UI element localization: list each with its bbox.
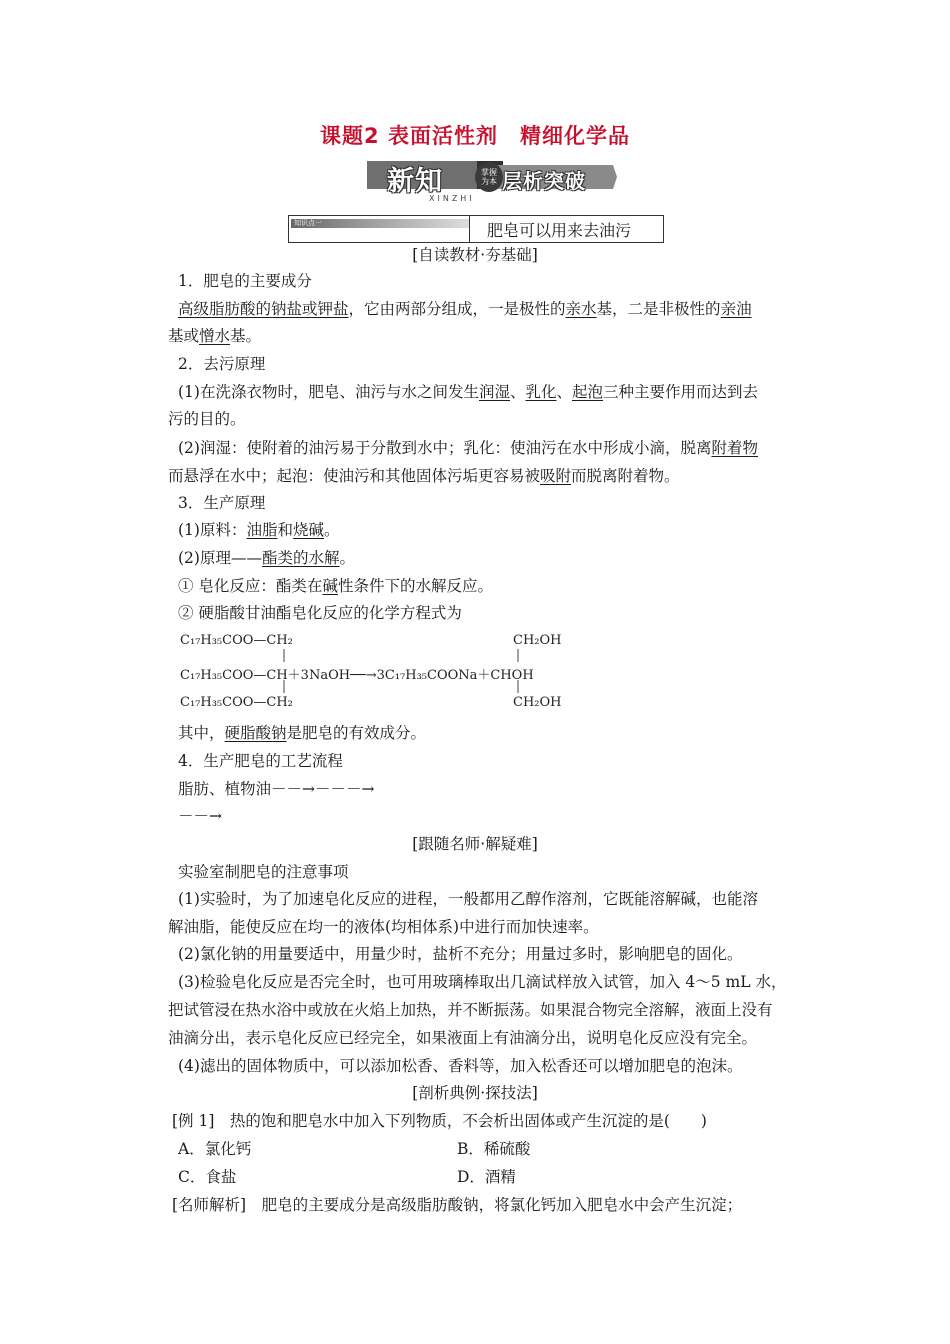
text: 基或 xyxy=(168,327,200,345)
text: ① 皂化反应：酯类在 xyxy=(178,577,323,595)
heading-3: 3．生产原理 xyxy=(178,494,266,512)
paragraph: (2)氯化钠的用量要适中，用量少时，盐析不充分；用量过多时，影响肥皂的固化。 xyxy=(178,945,743,963)
paragraph: 油滴分出，表示皂化反应已经完全，如果液面上有油滴分出，说明皂化反应没有完全。 xyxy=(168,1029,758,1047)
section-heading: [自读教材·夯基础] xyxy=(412,246,538,264)
text: 其中， xyxy=(178,724,225,742)
text: 而脱离附着物。 xyxy=(571,467,680,485)
answer-blank: 起泡 xyxy=(572,383,604,401)
paragraph xyxy=(178,438,758,458)
banner-main: 新知 xyxy=(387,166,443,197)
answer-blank: 油脂 xyxy=(246,521,278,539)
text: 是肥皂的有效成分。 xyxy=(286,724,427,742)
knowledge-title: 肥皂可以用来去油污 xyxy=(487,221,632,240)
heading-2: 2．去污原理 xyxy=(178,355,266,373)
paragraph: (1)实验时，为了加速皂化反应的进程，一般都用乙醇作溶剂，它既能溶解碱，也能溶 xyxy=(178,890,758,908)
section-banner xyxy=(365,155,617,203)
answer-blank: 亲水 xyxy=(565,300,597,318)
equation-line: CH₂OH xyxy=(513,695,562,710)
text: 性条件下的水解反应。 xyxy=(337,577,493,595)
divider xyxy=(469,216,470,242)
knowledge-point-box xyxy=(288,215,664,243)
paragraph: 实验室制肥皂的注意事项 xyxy=(178,863,349,881)
paragraph xyxy=(168,326,261,346)
text: (2)原理—— xyxy=(178,549,262,567)
text: 、 xyxy=(509,383,526,401)
answer-blank: 酯类的水解 xyxy=(261,549,340,567)
option-a: A．氯化钙 xyxy=(178,1140,252,1158)
text: (1)在洗涤衣物时，肥皂、油污与水之间发生 xyxy=(178,383,479,401)
text: 。 xyxy=(339,549,355,567)
banner-sub: 层析突破 xyxy=(502,169,586,193)
heading-1: 1．肥皂的主要成分 xyxy=(178,272,312,290)
paragraph xyxy=(178,723,426,743)
answer-blank: 碱 xyxy=(322,577,338,595)
text: 、 xyxy=(556,383,573,401)
text: 而悬浮在水中；起泡：使油污和其他固体污垢更容易被 xyxy=(168,467,541,485)
paragraph xyxy=(178,520,340,540)
heading-4: 4．生产肥皂的工艺流程 xyxy=(178,752,343,770)
option-b: B．稀硫酸 xyxy=(457,1140,531,1158)
paragraph: 解油脂，能使反应在均一的液体(均相体系)中进行而加快速率。 xyxy=(168,918,599,936)
answer-blank: 润湿 xyxy=(478,383,510,401)
section-heading: [跟随名师·解疑难] xyxy=(412,835,538,853)
text: 基，二是非极性的 xyxy=(596,300,721,318)
text: (2)润湿：使附着的油污易于分散到水中；乳化：使油污在水中形成小滴，脱离 xyxy=(178,439,712,457)
paragraph: (4)滤出的固体物质中，可以添加松香、香料等，加入松香还可以增加肥皂的泡沫。 xyxy=(178,1057,743,1075)
process-flow: －－→ xyxy=(178,807,222,825)
paragraph xyxy=(178,576,493,596)
paragraph xyxy=(178,299,752,319)
process-flow: 脂肪、植物油－－→－－－→ xyxy=(178,780,375,798)
page-title xyxy=(0,120,950,150)
equation-line: C₁₇H₃₅COO—CH₂ xyxy=(180,633,293,648)
paragraph xyxy=(178,382,758,402)
equation-line: CH₂OH xyxy=(513,633,562,648)
paragraph xyxy=(168,466,680,486)
section-heading: [剖析典例·探技法] xyxy=(412,1084,538,1102)
text: 。 xyxy=(324,521,340,539)
equation-line: C₁₇H₃₅COO—CH₂ xyxy=(180,695,293,710)
answer-blank: 烧碱 xyxy=(293,521,325,539)
answer-blank: 附着物 xyxy=(711,439,758,457)
paragraph: ② 硬脂酸甘油酯皂化反应的化学方程式为 xyxy=(178,604,462,622)
text: (1)原料： xyxy=(178,521,247,539)
answer-blank: 亲油 xyxy=(720,300,752,318)
knowledge-tag: 知识点一 xyxy=(291,219,469,228)
banner-seal: 掌握 为本 xyxy=(481,168,497,186)
chemical-equation xyxy=(180,632,580,717)
example-question: [例 1] 热的饱和肥皂水中加入下列物质，不会析出固体或产生沉淀的是( ) xyxy=(172,1112,707,1130)
option-d: D．酒精 xyxy=(457,1168,516,1186)
text: 和 xyxy=(277,521,293,539)
analysis: [名师解析] 肥皂的主要成分是高级脂肪酸钠，将氯化钙加入肥皂水中会产生沉淀； xyxy=(172,1196,743,1214)
equation-line: C₁₇H₃₅COO—CH＋3NaOH──→3C₁₇H₃₅COONa＋CHOH xyxy=(180,668,534,683)
answer-blank: 憎水 xyxy=(199,327,231,345)
title-part2: 精细化学品 xyxy=(519,124,630,148)
answer-blank: 硬脂酸钠 xyxy=(224,724,287,742)
paragraph: (3)检验皂化反应是否完全时，也可用玻璃棒取出几滴试样放入试管，加入 4～5 mL 水， xyxy=(178,973,787,991)
title-part1: 课题2 表面活性剂 xyxy=(320,124,498,148)
paragraph: 把试管浸在热水浴中或放在火焰上加热，并不断振荡。如果混合物完全溶解，液面上没有 xyxy=(168,1001,773,1019)
paragraph xyxy=(178,548,355,568)
banner-pinyin: XINZHI xyxy=(429,194,475,203)
answer-blank: 乳化 xyxy=(525,383,557,401)
option-c: C．食盐 xyxy=(178,1168,237,1186)
answer-blank: 吸附 xyxy=(540,467,572,485)
text: 三种主要作用而达到去 xyxy=(603,383,759,401)
paragraph: 污的目的。 xyxy=(168,410,246,428)
text: 基。 xyxy=(230,327,262,345)
answer-blank: 高级脂肪酸的钠盐或钾盐 xyxy=(178,300,349,318)
text: ，它由两部分组成，一是极性的 xyxy=(348,300,566,318)
